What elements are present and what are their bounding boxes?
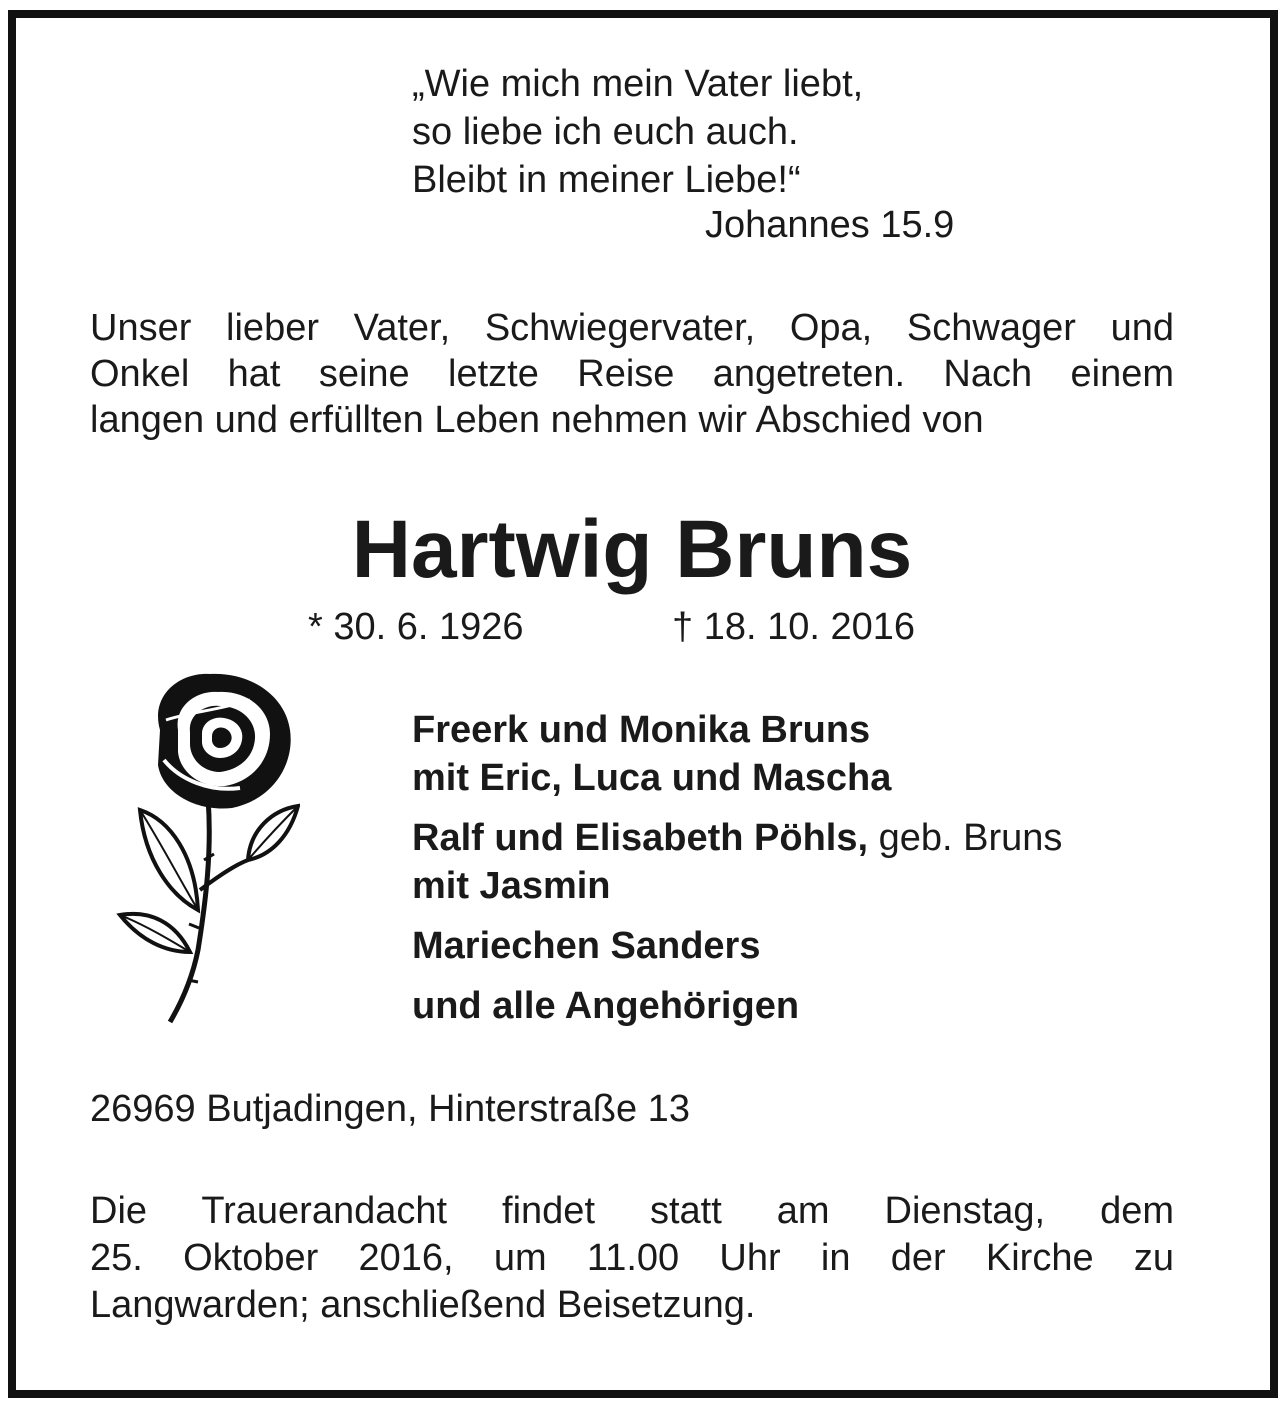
mourner-line: und alle Angehörigen [412,985,800,1027]
intro-line: Unser lieber Vater, Schwiegervater, Opa, Schwager und [90,307,1174,349]
service-info [90,1188,1174,1329]
mourner-line: Mariechen Sanders [412,925,761,967]
quote-line: Bleibt in meiner Liebe!“ [412,159,801,201]
mourners-list [412,706,1062,1030]
mourner-line [412,814,1062,862]
service-line: 25. Oktober 2016, um 11.00 Uhr in der Kirche zu [90,1237,1174,1279]
quote-line: so liebe ich euch auch. [412,111,799,153]
mourner-name: Ralf und Elisabeth Pöhls, [412,817,869,859]
mourner-maiden-name: geb. Bruns [868,817,1063,859]
quote-line: „Wie mich mein Vater liebt, [412,63,864,105]
death-date: † 18. 10. 2016 [672,606,915,648]
rose-icon [100,660,300,1030]
intro-text [90,305,1174,443]
bible-quote [412,60,863,204]
service-line: Die Trauerandacht findet statt am Dienstag, dem [90,1190,1174,1232]
service-line: Langwarden; anschließend Beisetzung. [90,1284,756,1326]
birth-date: * 30. 6. 1926 [308,606,524,648]
address: 26969 Butjadingen, Hinterstraße 13 [90,1088,690,1130]
mourner-line: Freerk und Monika Bruns [412,709,871,751]
mourner-line: mit Jasmin [412,865,611,907]
intro-line: langen und erfüllten Leben nehmen wir Abschied von [90,399,984,441]
deceased-name: Hartwig Bruns [351,504,913,595]
mourner-line: mit Eric, Luca und Mascha [412,757,892,799]
intro-line: Onkel hat seine letzte Reise angetreten. Nach einem [90,353,1174,395]
quote-source: Johannes 15.9 [705,204,955,246]
